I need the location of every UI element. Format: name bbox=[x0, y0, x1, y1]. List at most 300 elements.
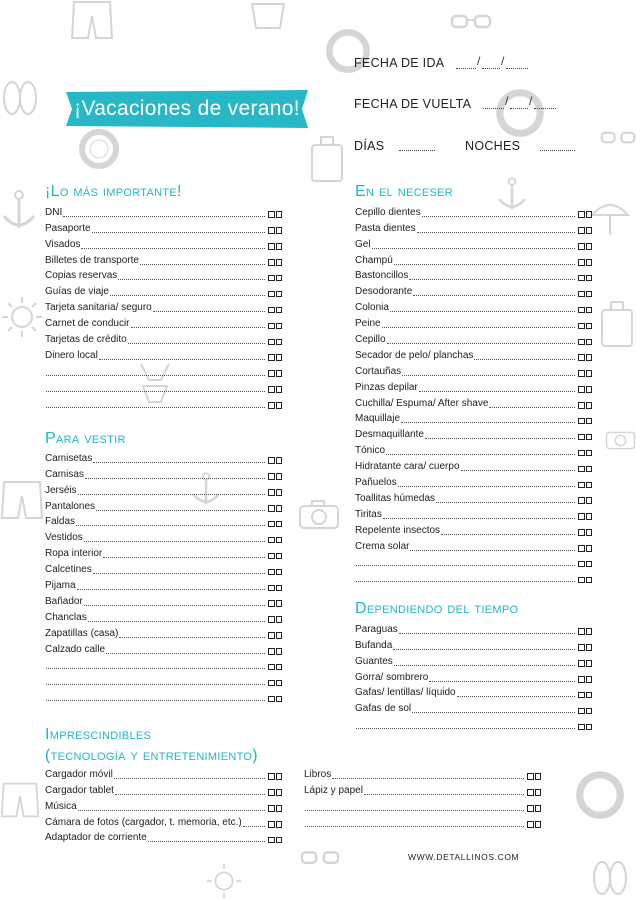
checkbox-vuelta[interactable] bbox=[586, 323, 593, 330]
checklist-item-label: Visados bbox=[45, 238, 81, 250]
checklist-item bbox=[304, 781, 541, 797]
footer-website: WWW.DETALLINOS.COM bbox=[408, 852, 520, 862]
checklist-item-label: Cargador móvil bbox=[45, 768, 113, 780]
checkbox-ida[interactable] bbox=[527, 821, 534, 828]
checkbox-vuelta[interactable] bbox=[586, 307, 593, 314]
checkbox-pair bbox=[578, 628, 592, 635]
checkbox-ida[interactable] bbox=[578, 323, 585, 330]
anchor-icon bbox=[0, 188, 38, 234]
checkbox-vuelta[interactable] bbox=[586, 466, 593, 473]
checkbox-vuelta[interactable] bbox=[586, 339, 593, 346]
checklist-item-label: Camisas bbox=[45, 468, 84, 480]
checkbox-pair bbox=[578, 529, 592, 536]
checkbox-ida[interactable] bbox=[268, 805, 275, 812]
nights-field[interactable] bbox=[540, 150, 575, 151]
checkbox-ida[interactable] bbox=[578, 211, 585, 218]
checklist-item bbox=[45, 640, 282, 656]
checkbox-pair bbox=[578, 259, 592, 266]
checklist-item bbox=[45, 765, 282, 781]
date-separator: / bbox=[505, 94, 509, 108]
checkbox-ida[interactable] bbox=[268, 323, 275, 330]
checkbox-ida[interactable] bbox=[578, 307, 585, 314]
checkbox-pair bbox=[578, 323, 592, 330]
dotted-leader bbox=[46, 700, 265, 701]
life-ring-icon bbox=[575, 770, 625, 820]
checkbox-vuelta[interactable] bbox=[586, 370, 593, 377]
checkbox-vuelta[interactable] bbox=[276, 569, 283, 576]
checkbox-ida[interactable] bbox=[268, 259, 275, 266]
dotted-leader bbox=[148, 841, 265, 842]
checkbox-vuelta[interactable] bbox=[276, 821, 283, 828]
checkbox-ida[interactable] bbox=[268, 773, 275, 780]
checkbox-ida[interactable] bbox=[527, 773, 534, 780]
dotted-leader bbox=[46, 375, 265, 376]
checkbox-ida[interactable] bbox=[527, 805, 534, 812]
date-separator: / bbox=[501, 54, 505, 68]
checkbox-vuelta[interactable] bbox=[276, 243, 283, 250]
checkbox-ida[interactable] bbox=[578, 529, 585, 536]
checklist-item bbox=[45, 330, 282, 346]
checkbox-ida[interactable] bbox=[578, 339, 585, 346]
title-banner bbox=[66, 90, 308, 128]
checkbox-ida[interactable] bbox=[578, 513, 585, 520]
checkbox-vuelta[interactable] bbox=[586, 724, 593, 731]
umbrella-icon bbox=[590, 195, 630, 239]
days-field[interactable] bbox=[399, 150, 435, 151]
checkbox-vuelta[interactable] bbox=[586, 660, 593, 667]
checkbox-vuelta[interactable] bbox=[276, 773, 283, 780]
checklist-item-label: Pinzas depilar bbox=[355, 381, 418, 393]
dotted-leader bbox=[394, 264, 575, 265]
checklist-item bbox=[45, 829, 282, 845]
checkbox-vuelta[interactable] bbox=[276, 307, 283, 314]
checklist-item-label: Cepillo dientes bbox=[355, 206, 421, 218]
checkbox-vuelta[interactable] bbox=[276, 696, 283, 703]
checkbox-ida[interactable] bbox=[578, 660, 585, 667]
checklist-item-label: Pasaporte bbox=[45, 222, 91, 234]
checkbox-vuelta[interactable] bbox=[276, 648, 283, 655]
checkbox-vuelta[interactable] bbox=[586, 402, 593, 409]
checkbox-vuelta[interactable] bbox=[276, 457, 283, 464]
checklist-item bbox=[45, 251, 282, 267]
dotted-leader bbox=[372, 248, 575, 249]
checkbox-vuelta[interactable] bbox=[276, 227, 283, 234]
checkbox-pair bbox=[268, 696, 282, 703]
checkbox-ida[interactable] bbox=[268, 553, 275, 560]
checklist-item-label: Bufanda bbox=[355, 639, 393, 651]
checkbox-vuelta[interactable] bbox=[276, 537, 283, 544]
checklist-item bbox=[45, 481, 282, 497]
checkbox-pair bbox=[578, 275, 592, 282]
dotted-leader bbox=[305, 810, 524, 811]
checklist-item-label: Guantes bbox=[355, 655, 393, 667]
checkbox-pair bbox=[578, 577, 592, 584]
checkbox-ida[interactable] bbox=[268, 386, 275, 393]
checklist-item-label: Cargador tablet bbox=[45, 784, 114, 796]
checkbox-vuelta[interactable] bbox=[586, 644, 593, 651]
page-title: ¡Vacaciones de verano! bbox=[74, 97, 300, 120]
life-ring-icon bbox=[78, 128, 120, 170]
checkbox-ida[interactable] bbox=[268, 243, 275, 250]
checkbox-ida[interactable] bbox=[578, 402, 585, 409]
checkbox-pair bbox=[578, 482, 592, 489]
sun-icon bbox=[205, 862, 243, 900]
checkbox-ida[interactable] bbox=[268, 789, 275, 796]
camera-icon bbox=[605, 423, 636, 455]
checkbox-pair bbox=[578, 243, 592, 250]
checkbox-vuelta[interactable] bbox=[276, 585, 283, 592]
checkbox-pair bbox=[268, 600, 282, 607]
checkbox-vuelta[interactable] bbox=[586, 577, 593, 584]
checkbox-pair bbox=[268, 537, 282, 544]
checklist-item bbox=[45, 449, 282, 465]
checklist-item-label: Tónico bbox=[355, 445, 386, 457]
checkbox-vuelta[interactable] bbox=[586, 418, 593, 425]
checklist-item bbox=[355, 457, 592, 473]
dotted-leader bbox=[394, 665, 575, 666]
checkbox-pair bbox=[578, 434, 592, 441]
checkbox-vuelta[interactable] bbox=[276, 521, 283, 528]
checkbox-ida[interactable] bbox=[578, 275, 585, 282]
checkbox-vuelta[interactable] bbox=[535, 805, 542, 812]
dotted-leader bbox=[402, 375, 575, 376]
checkbox-vuelta[interactable] bbox=[586, 529, 593, 536]
checkbox-pair bbox=[578, 513, 592, 520]
checkbox-ida[interactable] bbox=[578, 644, 585, 651]
checkbox-ida[interactable] bbox=[268, 569, 275, 576]
checkbox-pair bbox=[268, 323, 282, 330]
checklist-tiempo bbox=[355, 620, 592, 731]
checkbox-pair bbox=[268, 664, 282, 671]
checkbox-vuelta[interactable] bbox=[586, 291, 593, 298]
checkbox-ida[interactable] bbox=[268, 696, 275, 703]
checkbox-pair bbox=[578, 291, 592, 298]
checkbox-pair bbox=[527, 773, 541, 780]
checkbox-ida[interactable] bbox=[268, 521, 275, 528]
checkbox-ida[interactable] bbox=[268, 457, 275, 464]
life-ring-icon bbox=[495, 88, 545, 138]
checkbox-vuelta[interactable] bbox=[535, 789, 542, 796]
checklist-item-label: Camisetas bbox=[45, 452, 93, 464]
checklist-item-label: Tarjetas de crédito bbox=[45, 334, 127, 346]
checkbox-ida[interactable] bbox=[578, 434, 585, 441]
sunglasses-icon bbox=[600, 128, 636, 148]
checkbox-pair bbox=[527, 805, 541, 812]
checklist-item-label: Cuchilla/ Espuma/ After shave bbox=[355, 397, 489, 409]
checkbox-pair bbox=[268, 773, 282, 780]
checkbox-vuelta[interactable] bbox=[276, 473, 283, 480]
checkbox-vuelta[interactable] bbox=[586, 211, 593, 218]
checkbox-ida[interactable] bbox=[578, 628, 585, 635]
section-title-neceser: En el neceser bbox=[355, 183, 454, 200]
checklist-item bbox=[45, 797, 282, 813]
checkbox-pair bbox=[578, 386, 592, 393]
checklist-item bbox=[45, 576, 282, 592]
checkbox-ida[interactable] bbox=[578, 545, 585, 552]
checkbox-ida[interactable] bbox=[268, 837, 275, 844]
departure-day-field[interactable] bbox=[456, 68, 476, 69]
checklist-item bbox=[355, 425, 592, 441]
checkbox-vuelta[interactable] bbox=[276, 259, 283, 266]
checkbox-ida[interactable] bbox=[578, 561, 585, 568]
checkbox-vuelta[interactable] bbox=[276, 354, 283, 361]
checkbox-vuelta[interactable] bbox=[276, 386, 283, 393]
checkbox-vuelta[interactable] bbox=[276, 664, 283, 671]
dotted-leader bbox=[118, 279, 265, 280]
dotted-leader bbox=[398, 486, 575, 487]
checkbox-ida[interactable] bbox=[268, 227, 275, 234]
checkbox-pair bbox=[268, 243, 282, 250]
checkbox-vuelta[interactable] bbox=[276, 837, 283, 844]
return-month-field[interactable] bbox=[510, 108, 528, 109]
checkbox-vuelta[interactable] bbox=[276, 616, 283, 623]
dotted-leader bbox=[419, 391, 575, 392]
checkbox-vuelta[interactable] bbox=[276, 291, 283, 298]
checklist-item-label: Guías de viaje bbox=[45, 286, 109, 298]
checkbox-pair bbox=[268, 553, 282, 560]
checklist-item-label: Repelente insectos bbox=[355, 524, 441, 536]
checkbox-ida[interactable] bbox=[268, 821, 275, 828]
checkbox-vuelta[interactable] bbox=[586, 243, 593, 250]
checkbox-ida[interactable] bbox=[268, 489, 275, 496]
checklist-item-label: Pasta dientes bbox=[355, 222, 416, 234]
checkbox-ida[interactable] bbox=[268, 473, 275, 480]
checkbox-ida[interactable] bbox=[268, 354, 275, 361]
checklist-item bbox=[45, 497, 282, 513]
dotted-leader bbox=[386, 454, 575, 455]
checklist-item bbox=[45, 656, 282, 672]
dotted-leader bbox=[436, 502, 575, 503]
checkbox-pair bbox=[578, 227, 592, 234]
checkbox-vuelta[interactable] bbox=[586, 561, 593, 568]
dotted-leader bbox=[382, 327, 575, 328]
checkbox-ida[interactable] bbox=[578, 354, 585, 361]
checkbox-pair bbox=[527, 821, 541, 828]
checkbox-ida[interactable] bbox=[268, 648, 275, 655]
checklist-item bbox=[45, 282, 282, 298]
checkbox-ida[interactable] bbox=[268, 505, 275, 512]
checkbox-ida[interactable] bbox=[578, 291, 585, 298]
dotted-leader bbox=[46, 407, 265, 408]
checkbox-pair bbox=[578, 692, 592, 699]
checklist-item bbox=[355, 473, 592, 489]
checkbox-vuelta[interactable] bbox=[276, 211, 283, 218]
checkbox-vuelta[interactable] bbox=[535, 821, 542, 828]
checkbox-vuelta[interactable] bbox=[276, 323, 283, 330]
checkbox-ida[interactable] bbox=[268, 211, 275, 218]
dotted-leader bbox=[410, 550, 575, 551]
checkbox-vuelta[interactable] bbox=[586, 482, 593, 489]
dotted-leader bbox=[383, 518, 575, 519]
checkbox-vuelta[interactable] bbox=[586, 434, 593, 441]
flip-flop-icon bbox=[590, 860, 630, 896]
dotted-leader bbox=[399, 633, 575, 634]
checklist-item bbox=[45, 687, 282, 703]
checkbox-ida[interactable] bbox=[578, 676, 585, 683]
checklist-item bbox=[45, 513, 282, 529]
checklist-item-label: Copias reservas bbox=[45, 270, 118, 282]
checkbox-ida[interactable] bbox=[268, 616, 275, 623]
checkbox-pair bbox=[578, 724, 592, 731]
checkbox-vuelta[interactable] bbox=[586, 450, 593, 457]
departure-year-field[interactable] bbox=[506, 68, 528, 69]
checkbox-ida[interactable] bbox=[268, 680, 275, 687]
checkbox-vuelta[interactable] bbox=[276, 553, 283, 560]
checkbox-vuelta[interactable] bbox=[276, 402, 283, 409]
checklist-item bbox=[355, 636, 592, 652]
checkbox-vuelta[interactable] bbox=[586, 227, 593, 234]
checkbox-vuelta[interactable] bbox=[586, 259, 593, 266]
checklist-item-label: Gel bbox=[355, 238, 371, 250]
checklist-item bbox=[355, 346, 592, 362]
dotted-leader bbox=[153, 311, 265, 312]
checklist-item-label: Vestidos bbox=[45, 532, 83, 544]
checkbox-vuelta[interactable] bbox=[276, 275, 283, 282]
checkbox-vuelta[interactable] bbox=[276, 600, 283, 607]
checkbox-ida[interactable] bbox=[578, 466, 585, 473]
dotted-leader bbox=[401, 422, 575, 423]
dotted-leader bbox=[413, 295, 575, 296]
checkbox-ida[interactable] bbox=[578, 386, 585, 393]
checklist-item bbox=[45, 314, 282, 330]
checkbox-ida[interactable] bbox=[578, 370, 585, 377]
checklist-item-label: Toallitas húmedas bbox=[355, 492, 436, 504]
return-day-field[interactable] bbox=[483, 108, 504, 109]
date-separator: / bbox=[529, 94, 533, 108]
checklist-item bbox=[45, 362, 282, 378]
dotted-leader bbox=[489, 407, 575, 408]
checklist-item bbox=[45, 592, 282, 608]
checkbox-pair bbox=[268, 473, 282, 480]
checkbox-vuelta[interactable] bbox=[586, 628, 593, 635]
section-title-tiempo: Dependiendo del tiempo bbox=[355, 600, 519, 617]
checklist-item-label: Libros bbox=[304, 768, 332, 780]
dotted-leader bbox=[46, 391, 265, 392]
dotted-leader bbox=[140, 264, 265, 265]
checklist-item bbox=[304, 797, 541, 813]
checkbox-vuelta[interactable] bbox=[276, 680, 283, 687]
checklist-item bbox=[355, 684, 592, 700]
shorts-icon bbox=[0, 775, 40, 825]
dotted-leader bbox=[356, 565, 575, 566]
suitcase-icon bbox=[310, 135, 344, 185]
dotted-leader bbox=[461, 470, 575, 471]
checkbox-ida[interactable] bbox=[578, 227, 585, 234]
checkbox-ida[interactable] bbox=[268, 632, 275, 639]
departure-month-field[interactable] bbox=[482, 68, 500, 69]
checklist-item-label: Zapatillas (casa) bbox=[45, 627, 119, 639]
checkbox-ida[interactable] bbox=[268, 585, 275, 592]
checklist-item-label: Crema solar bbox=[355, 540, 410, 552]
checkbox-vuelta[interactable] bbox=[586, 497, 593, 504]
checklist-item bbox=[45, 378, 282, 394]
checkbox-ida[interactable] bbox=[527, 789, 534, 796]
checkbox-vuelta[interactable] bbox=[586, 545, 593, 552]
checkbox-vuelta[interactable] bbox=[276, 489, 283, 496]
checkbox-ida[interactable] bbox=[268, 307, 275, 314]
checkbox-pair bbox=[268, 505, 282, 512]
dotted-leader bbox=[110, 295, 265, 296]
checkbox-vuelta[interactable] bbox=[586, 354, 593, 361]
checkbox-vuelta[interactable] bbox=[586, 275, 593, 282]
checkbox-ida[interactable] bbox=[578, 724, 585, 731]
checkbox-ida[interactable] bbox=[268, 600, 275, 607]
checklist-item bbox=[355, 203, 592, 219]
checklist-item bbox=[355, 568, 592, 584]
checkbox-ida[interactable] bbox=[578, 243, 585, 250]
checkbox-pair bbox=[268, 821, 282, 828]
checkbox-vuelta[interactable] bbox=[586, 513, 593, 520]
checklist-item-label: Cortauñas bbox=[355, 365, 402, 377]
checkbox-ida[interactable] bbox=[268, 291, 275, 298]
checklist-item bbox=[45, 813, 282, 829]
checkbox-pair bbox=[268, 616, 282, 623]
checklist-item-label: Dinero local bbox=[45, 349, 98, 361]
checkbox-ida[interactable] bbox=[268, 275, 275, 282]
checkbox-pair bbox=[268, 370, 282, 377]
checkbox-vuelta[interactable] bbox=[586, 386, 593, 393]
checkbox-ida[interactable] bbox=[578, 497, 585, 504]
checkbox-ida[interactable] bbox=[268, 339, 275, 346]
checklist-neceser bbox=[355, 203, 592, 584]
checkbox-pair bbox=[578, 561, 592, 568]
checklist-item-label: Gorra/ sombrero bbox=[355, 671, 429, 683]
checklist-item bbox=[355, 251, 592, 267]
dotted-leader bbox=[78, 810, 265, 811]
checkbox-pair bbox=[268, 354, 282, 361]
checkbox-pair bbox=[268, 632, 282, 639]
checkbox-vuelta[interactable] bbox=[276, 339, 283, 346]
checklist-item-label: Calcetines bbox=[45, 564, 92, 576]
nights-label: NOCHES bbox=[465, 139, 521, 153]
checklist-item bbox=[355, 699, 592, 715]
checkbox-pair bbox=[268, 291, 282, 298]
checklist-item-label: Bastoncillos bbox=[355, 270, 409, 282]
dotted-leader bbox=[332, 778, 524, 779]
dotted-leader bbox=[93, 573, 265, 574]
checkbox-vuelta[interactable] bbox=[276, 789, 283, 796]
checkbox-ida[interactable] bbox=[578, 418, 585, 425]
checkbox-ida[interactable] bbox=[268, 537, 275, 544]
checkbox-vuelta[interactable] bbox=[586, 676, 593, 683]
checkbox-vuelta[interactable] bbox=[276, 805, 283, 812]
checklist-item-label: Pañuelos bbox=[355, 477, 397, 489]
checkbox-pair bbox=[268, 275, 282, 282]
checkbox-pair bbox=[578, 708, 592, 715]
checkbox-ida[interactable] bbox=[578, 692, 585, 699]
checkbox-vuelta[interactable] bbox=[586, 692, 593, 699]
departure-date-label: FECHA DE IDA bbox=[354, 56, 445, 70]
checkbox-ida[interactable] bbox=[578, 482, 585, 489]
checkbox-ida[interactable] bbox=[578, 708, 585, 715]
checkbox-ida[interactable] bbox=[578, 577, 585, 584]
return-year-field[interactable] bbox=[534, 108, 556, 109]
dotted-leader bbox=[85, 478, 265, 479]
checkbox-vuelta[interactable] bbox=[276, 370, 283, 377]
checkbox-vuelta[interactable] bbox=[276, 632, 283, 639]
checkbox-ida[interactable] bbox=[268, 402, 275, 409]
checkbox-ida[interactable] bbox=[268, 370, 275, 377]
checkbox-vuelta[interactable] bbox=[586, 708, 593, 715]
checkbox-pair bbox=[268, 259, 282, 266]
checkbox-ida[interactable] bbox=[578, 259, 585, 266]
checkbox-ida[interactable] bbox=[268, 664, 275, 671]
checkbox-ida[interactable] bbox=[578, 450, 585, 457]
checkbox-vuelta[interactable] bbox=[535, 773, 542, 780]
dotted-leader bbox=[77, 589, 265, 590]
dotted-leader bbox=[364, 794, 524, 795]
checkbox-vuelta[interactable] bbox=[276, 505, 283, 512]
